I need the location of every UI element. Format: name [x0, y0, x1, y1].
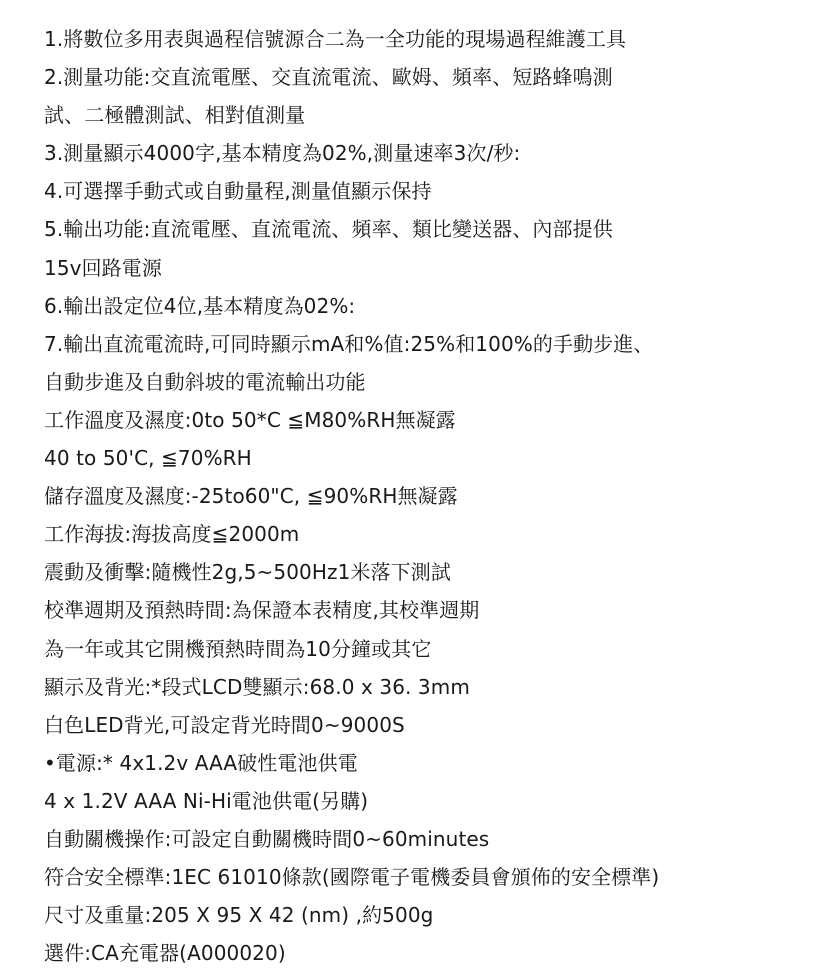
spec-line-20: •電源:* 4x1.2v AAA破性電池供電: [44, 750, 358, 775]
spec-line-2: 2.測量功能:交直流電壓、交直流電流、歐姆、頻率、短路蜂鳴測: [44, 65, 613, 90]
spec-line-25: 選件:CA充電器(A000020): [44, 941, 286, 966]
spec-line-3: 試、二極體測試、相對值測量: [44, 103, 306, 128]
spec-line-7: 15v回路電源: [44, 255, 162, 280]
spec-line-14: 工作海拔:海拔高度≦2000m: [44, 522, 300, 547]
spec-line-13: 儲存溫度及濕度:-25to60"C, ≦90%RH無凝露: [44, 484, 458, 509]
spec-line-1: 1.將數位多用表與過程信號源合二為一全功能的現場過程維護工具: [44, 27, 627, 51]
spec-line-17: 為一年或其它開機預熱時間為10分鐘或其它: [44, 636, 432, 661]
spec-line-8: 6.輸出設定位4位,基本精度為02%:: [44, 293, 356, 318]
spec-line-23: 符合安全標準:1EC 61010條款(國際電子電機委員會頒佈的安全標準): [44, 865, 660, 890]
spec-line-16: 校準週期及預熱時間:為保證本表精度,其校準週期: [44, 598, 480, 623]
spec-document: [44, 20, 824, 972]
spec-line-9: 7.輸出直流電流時,可同時顯示mA和%值:25%和100%的手動步進、: [44, 331, 654, 356]
spec-line-6: 5.輸出功能:直流電壓、直流電流、頻率、類比變送器、內部提供: [44, 217, 613, 242]
spec-line-22: 自動關機操作:可設定自動關機時間0~60minutes: [44, 826, 490, 851]
spec-line-4: 3.測量顯示4000字,基本精度為02%,測量速率3次/秒:: [44, 141, 521, 166]
spec-line-11: 工作溫度及濕度:0to 50*C ≦M80%RH無凝露: [44, 407, 456, 432]
spec-line-15: 震動及衝擊:隨機性2g,5~500Hz1米落下測試: [44, 560, 451, 585]
spec-line-21: 4 x 1.2V AAA Ni-Hi電池供電(另購): [44, 788, 369, 813]
spec-line-5: 4.可選擇手動式或自動量程,測量值顯示保持: [44, 179, 432, 204]
spec-line-12: 40 to 50'C, ≦70%RH: [44, 446, 252, 471]
spec-line-24: 尺寸及重量:205 X 95 X 42 (nm) ,約500g: [44, 903, 434, 928]
spec-line-10: 自動步進及自動斜坡的電流輸出功能: [44, 369, 366, 394]
spec-line-19: 白色LED背光,可設定背光時間0~9000S: [44, 712, 405, 737]
spec-line-18: 顯示及背光:*段式LCD雙顯示:68.0 x 36. 3mm: [44, 674, 470, 699]
